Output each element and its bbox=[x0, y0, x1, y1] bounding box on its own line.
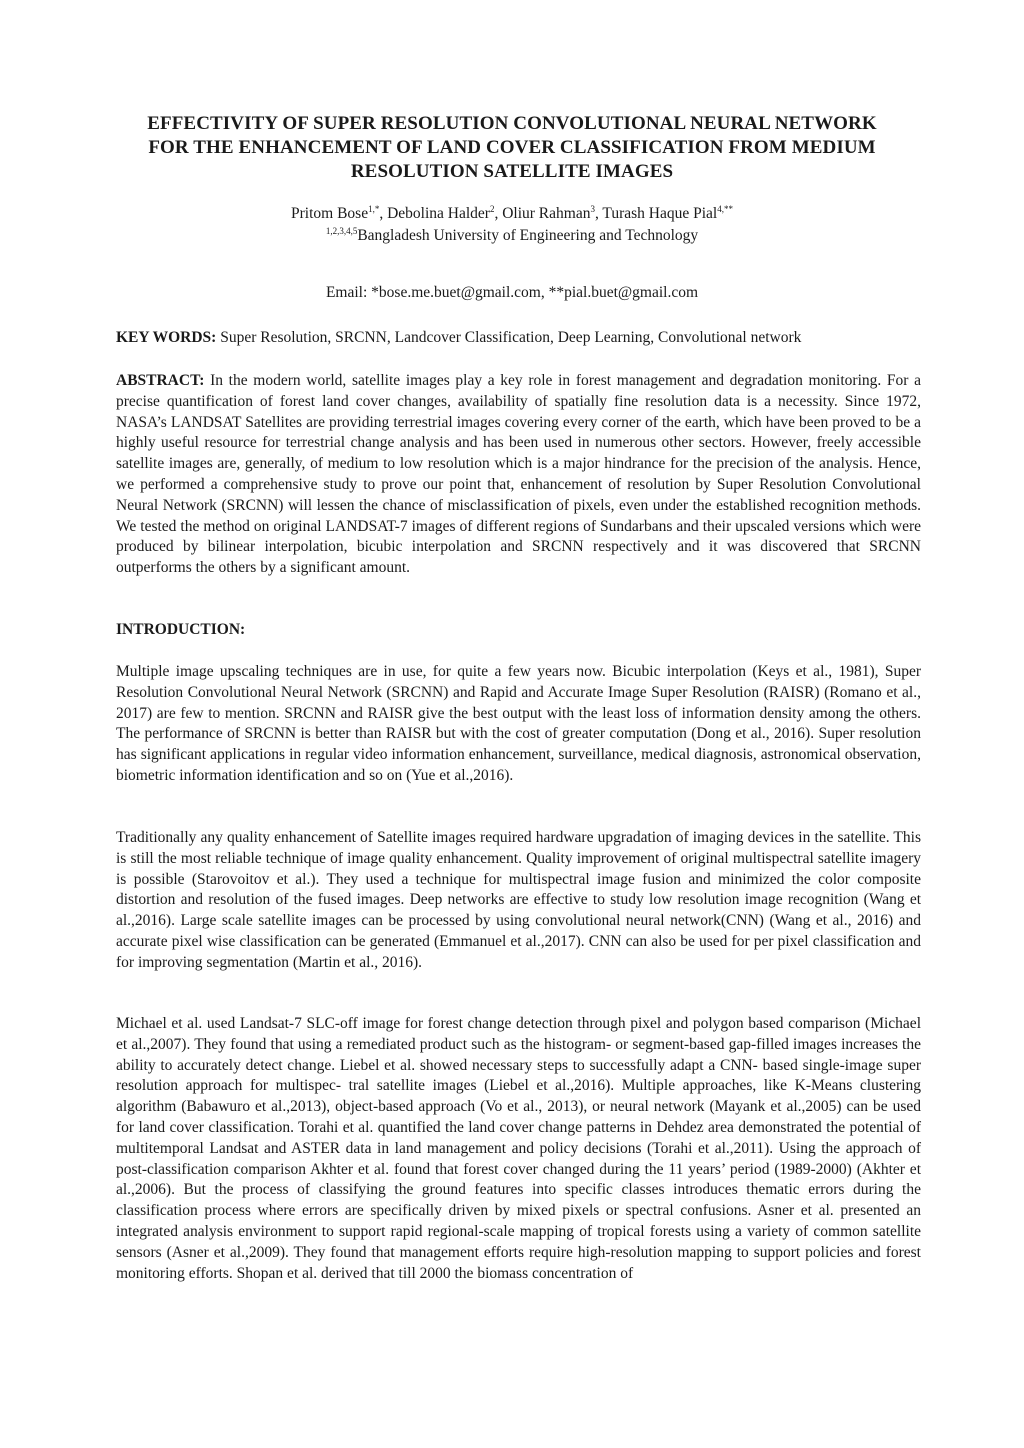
keywords-label: KEY WORDS: bbox=[116, 329, 217, 346]
author-affiliation-mark: 1,* bbox=[368, 203, 380, 214]
author-affiliation-mark: 4,** bbox=[717, 203, 733, 214]
title-line: FOR THE ENHANCEMENT OF LAND COVER CLASSIFICATION FROM MEDIUM bbox=[148, 137, 876, 158]
contact-email: Email: *bose.me.buet@gmail.com, **pial.buet@gmail.com bbox=[325, 284, 699, 301]
author-name: , Turash Haque Pial bbox=[594, 205, 718, 222]
section-heading-introduction: INTRODUCTION: bbox=[116, 621, 246, 638]
affiliation bbox=[100, 225, 924, 246]
author-affiliation-mark: 2 bbox=[489, 203, 495, 214]
affiliation-name: Bangladesh University of Engineering and Technology bbox=[357, 227, 699, 244]
body-paragraph: Multiple image upscaling techniques are in use, for quite a few years now. Bicubic interpolation (Keys et al., 1981), Super Resolution Convolutional Neural Network (SRCNN) and Rapid and Accurate Image Super Resolution (RAISR) (Romano et al., 2017) are few to mention. SRCNN and RAISR give the best output with the least loss of information density among the others. The performance of SRCNN is better than RAISR but with the cost of greater computation (Dong et al., 2016). Super resolution has significant applications in regular video information enhancement, surveillance, medical diagnosis, astronomical observation, biometric information identification and so on (Yue et al.,2016). bbox=[116, 663, 921, 784]
title-line: EFFECTIVITY OF SUPER RESOLUTION CONVOLUTIONAL NEURAL NETWORK bbox=[147, 113, 877, 134]
title-line: RESOLUTION SATELLITE IMAGES bbox=[350, 161, 674, 182]
keywords-text: Super Resolution, SRCNN, Landcover Classification, Deep Learning, Convolutional network bbox=[216, 329, 802, 346]
author-affiliation-mark: 3 bbox=[590, 203, 595, 214]
keywords-section bbox=[116, 328, 921, 349]
abstract-label: ABSTRACT: bbox=[116, 372, 205, 389]
author-name: , Oliur Rahman bbox=[494, 205, 591, 222]
author-name: , Debolina Halder bbox=[379, 205, 490, 222]
abstract-section bbox=[116, 371, 921, 579]
author-name: Pritom Bose bbox=[291, 205, 369, 222]
abstract-text: In the modern world, satellite images play a key role in forest management and degradation monitoring. For a precise quantification of forest land cover changes, availability of spatially fine resolution data is a necessity. Since 1972, NASA’s LANDSAT Satellites are providing terrestrial images covering every corner of the earth, which have been proved to be a highly useful resource for terrestrial change analysis and has been used in numerous other sectors. However, freely accessible satellite images are, generally, of medium to low resolution which is a major hindrance for the precision of the analysis. Hence, we performed a comprehensive study to prove our point that, enhancement of resolution by Super Resolution Convolutional Neural Network (SRCNN) will lessen the chance of misclassification of pixels, even under the established recognition methods. We tested the method on original LANDSAT-7 images of different regions of Sundarbans and their upscaled versions which were produced by bilinear interpolation, bicubic interpolation and SRCNN respectively and it was discovered that SRCNN outperforms the others by a significant amount. bbox=[116, 372, 921, 577]
body-paragraph: Traditionally any quality enhancement of Satellite images required hardware upgradation of imaging devices in the satellite. This is still the most reliable technique of image quality enhancement. Quality improvement of original multispectral satellite imagery is possible (Starovoitov et al.). They used a technique for multispectral image fusion and minimized the color composite distortion and resolution of the fused images. Deep networks are effective to study low resolution image recognition (Wang et al.,2016). Large scale satellite images can be processed by using convolutional neural network(CNN) (Wang et al., 2016) and accurate pixel wise classification can be generated (Emmanuel et al.,2017). CNN can also be used for per pixel classification and for improving segmentation (Martin et al., 2016). bbox=[116, 829, 921, 971]
affiliation-mark: 1,2,3,4,5 bbox=[325, 225, 358, 236]
body-paragraph: Michael et al. used Landsat-7 SLC-off image for forest change detection through pixel and polygon based comparison (Michael et al.,2007). They found that using a remediated product such as the histogram- or segment-based gap-filled images increases the ability to accurately detect change. Liebel et al. showed necessary steps to successfully adapt a CNN- based single-image super resolution approach for multispec- tral satellite images (Liebel et al.,2016). Multiple approaches, like K-Means clustering algorithm (Babawuro et al.,2013), object-based approach (Vo et al., 2013), or neural network (Mayank et al.,2005) can be used for land cover classification. Torahi et al. quantified the land cover change patterns in Dehdez area demonstrated the potential of multitemporal Landsat and ASTER data in land management and policy decisions (Torahi et al.,2011). Using the approach of post-classification comparison Akhter et al. found that forest cover changed during the 11 years’ period (1989-2000) (Akhter et al.,2006). But the process of classifying the ground features into specific classes introduces thematic errors during the classification process where errors are specifically driven by mixed pixels or spectral confusions. Asner et al. presented an integrated analysis environment to support rapid regional-scale mapping of tropical forests using a variety of common satellite sensors (Asner et al.,2009). They found that management efforts require high-resolution mapping to support policies and forest monitoring efforts. Shopan et al. derived that till 2000 the biomass concentration of bbox=[116, 1015, 921, 1282]
paper-title bbox=[100, 112, 924, 184]
author-list bbox=[100, 203, 924, 224]
